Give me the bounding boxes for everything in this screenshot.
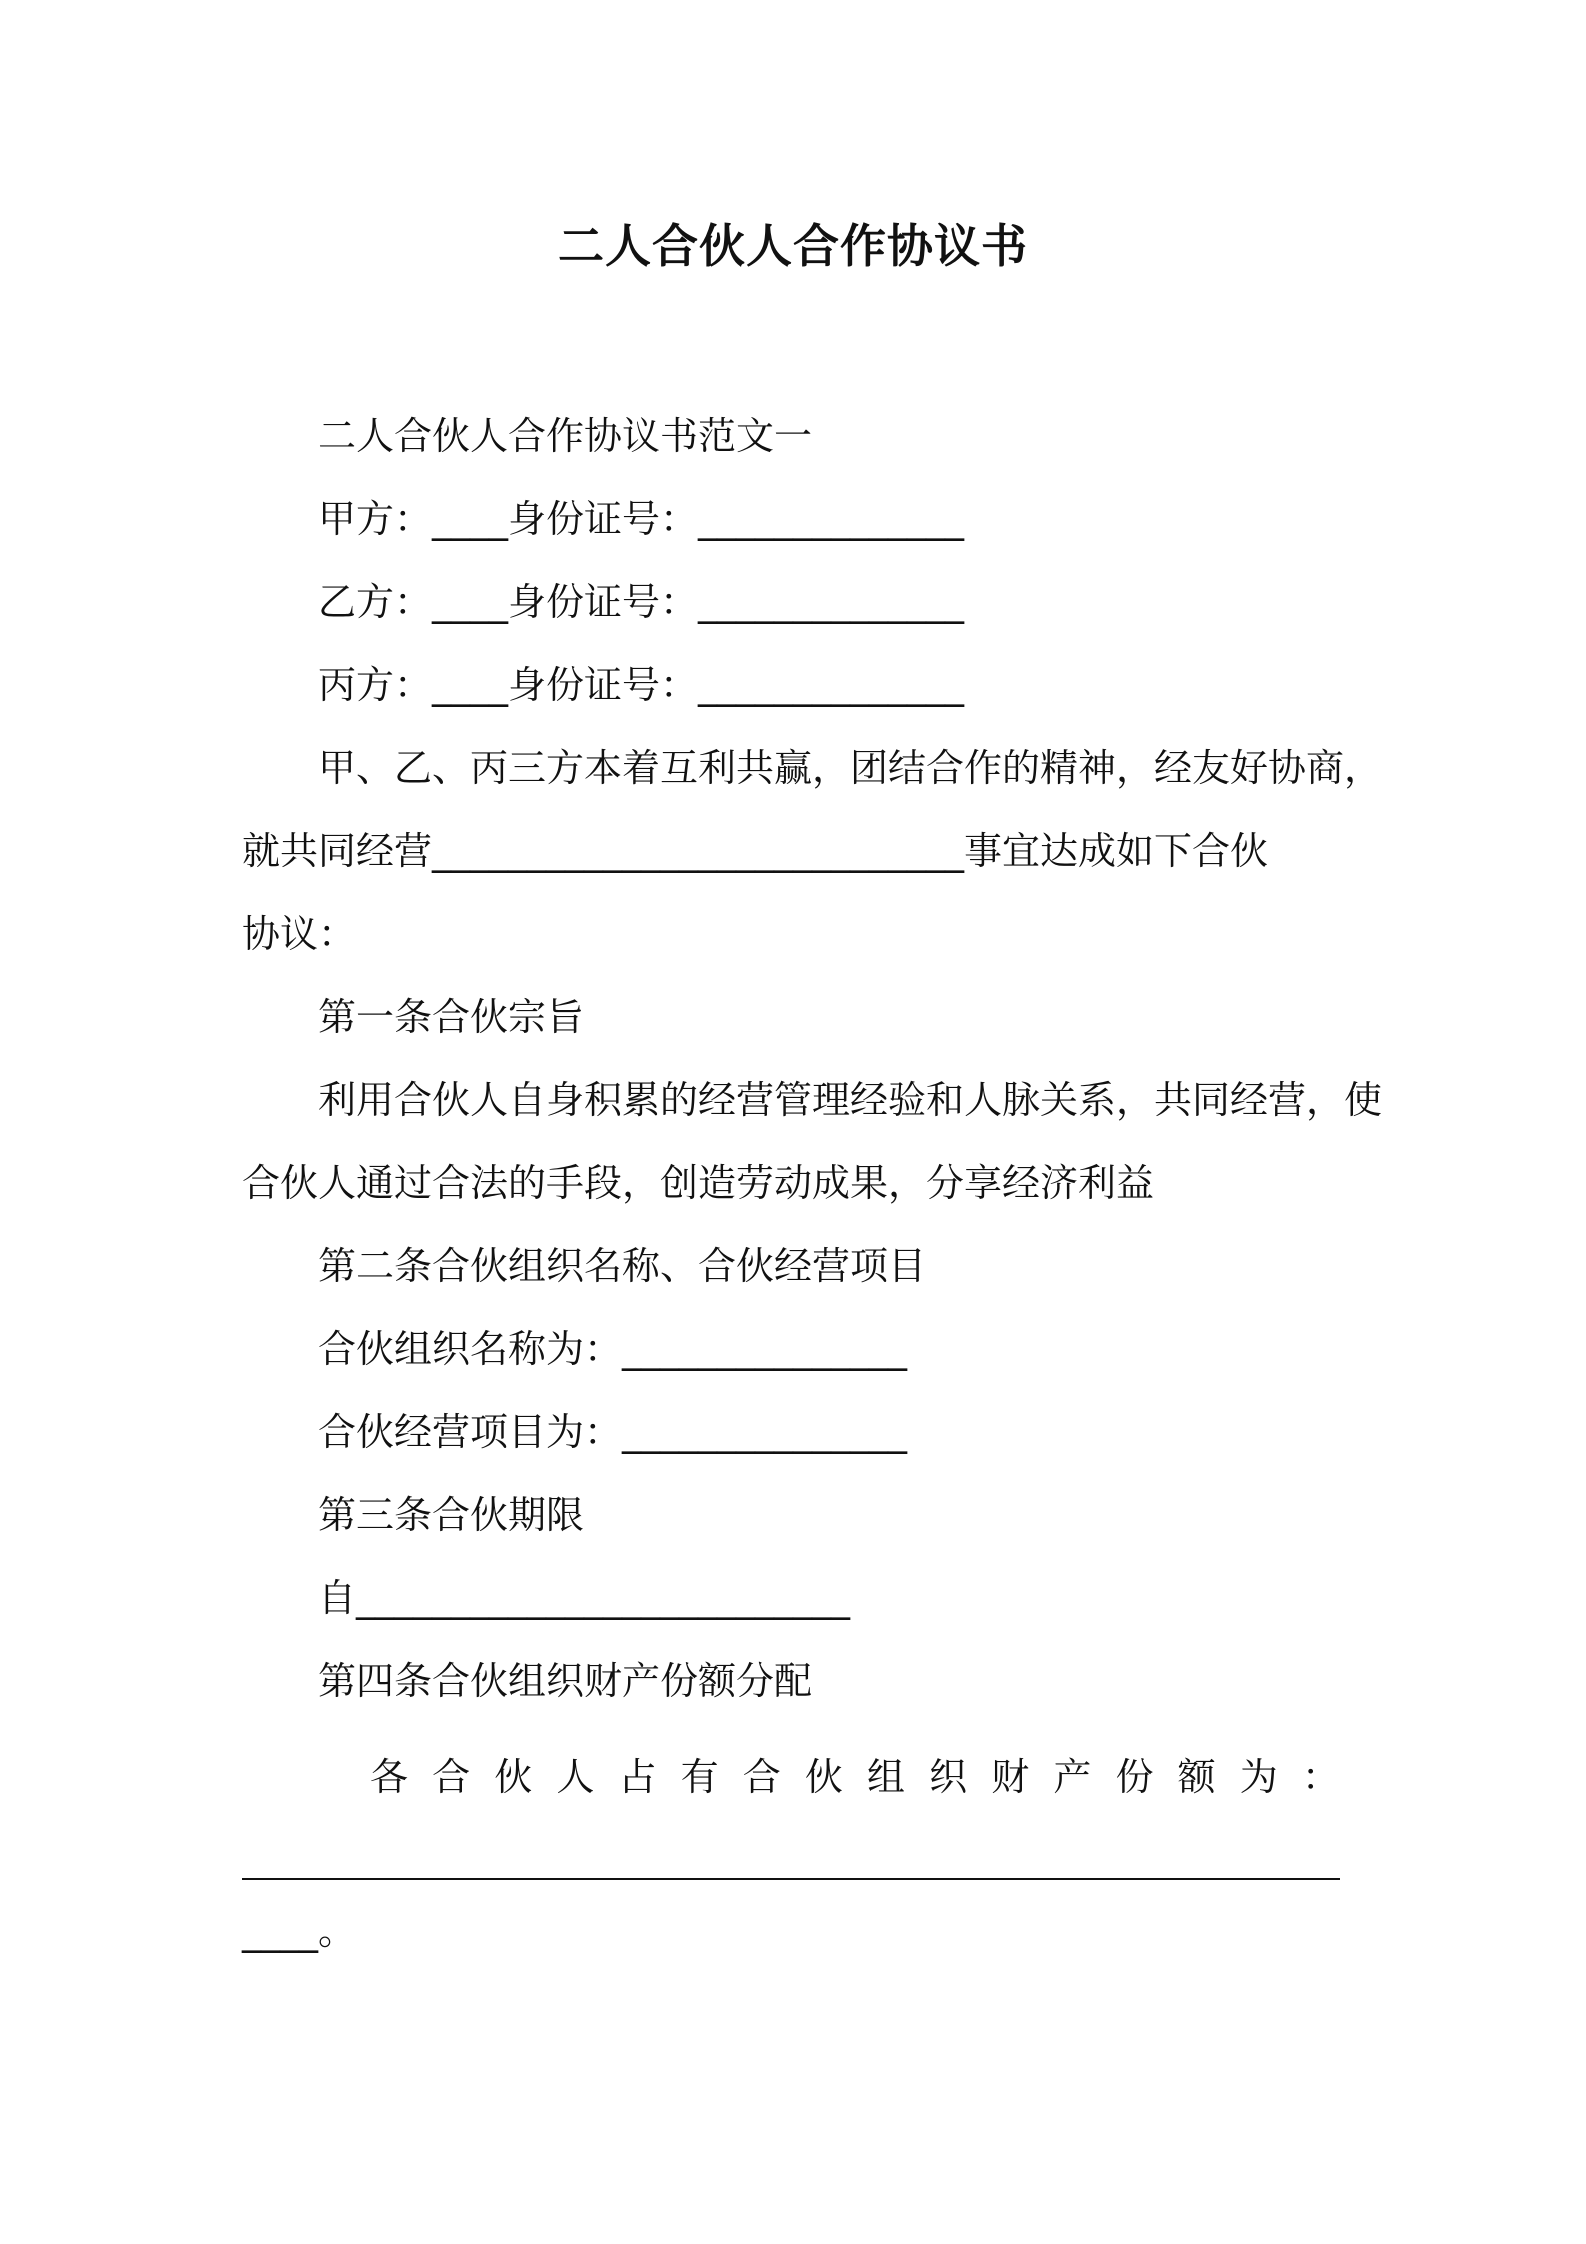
- sample-heading: 二人合伙人合作协议书范文一: [318, 414, 813, 458]
- share-allocation-char: 织: [929, 1755, 968, 1799]
- share-allocation-char: 占: [618, 1755, 657, 1799]
- share-allocation-char: 额: [1177, 1755, 1216, 1799]
- share-allocation-char: 人: [556, 1755, 595, 1799]
- share-allocation-char: 合: [432, 1755, 471, 1799]
- article-3-heading: 第三条合伙期限: [318, 1493, 585, 1537]
- share-allocation-end: ____。: [242, 1909, 357, 1953]
- preamble-line-1: 甲、乙、丙三方本着互利共赢，团结合作的精神，经友好协商，: [318, 746, 1383, 790]
- share-allocation-line: [370, 1752, 1340, 1802]
- party-c-line: 丙方：____身份证号：______________: [318, 663, 965, 707]
- share-allocation-char: 有: [680, 1755, 719, 1799]
- article-1-text-2: 合伙人通过合法的手段，创造劳动成果，分享经济利益: [242, 1161, 1155, 1205]
- article-4-heading: 第四条合伙组织财产份额分配: [318, 1659, 813, 1703]
- preamble-line-3: 协议：: [242, 912, 357, 956]
- document-title: 二人合伙人合作协议书: [558, 219, 1028, 273]
- business-project-line: 合伙经营项目为：_______________: [318, 1410, 908, 1454]
- share-allocation-char: 伙: [494, 1755, 533, 1799]
- share-allocation-char: ：: [1301, 1755, 1340, 1799]
- blank-underline: [242, 1878, 1340, 1880]
- share-allocation-char: 份: [1115, 1755, 1154, 1799]
- term-line: 自__________________________: [318, 1576, 851, 1620]
- share-allocation-char: 产: [1053, 1755, 1092, 1799]
- share-allocation-char: 合: [742, 1755, 781, 1799]
- org-name-line: 合伙组织名称为：_______________: [318, 1327, 908, 1371]
- share-allocation-char: 组: [867, 1755, 906, 1799]
- article-1-text-1: 利用合伙人自身积累的经营管理经验和人脉关系，共同经营，使: [318, 1078, 1383, 1122]
- party-b-line: 乙方：____身份证号：______________: [318, 580, 965, 624]
- article-2-heading: 第二条合伙组织名称、合伙经营项目: [318, 1244, 927, 1288]
- preamble-line-2: 就共同经营____________________________事宜达成如下合伙: [242, 829, 1269, 873]
- share-allocation-char: 为: [1239, 1755, 1278, 1799]
- share-allocation-char: 各: [370, 1755, 409, 1799]
- party-a-line: 甲方：____身份证号：______________: [318, 497, 965, 541]
- article-1-heading: 第一条合伙宗旨: [318, 995, 585, 1039]
- share-allocation-char: 伙: [804, 1755, 843, 1799]
- share-allocation-char: 财: [991, 1755, 1030, 1799]
